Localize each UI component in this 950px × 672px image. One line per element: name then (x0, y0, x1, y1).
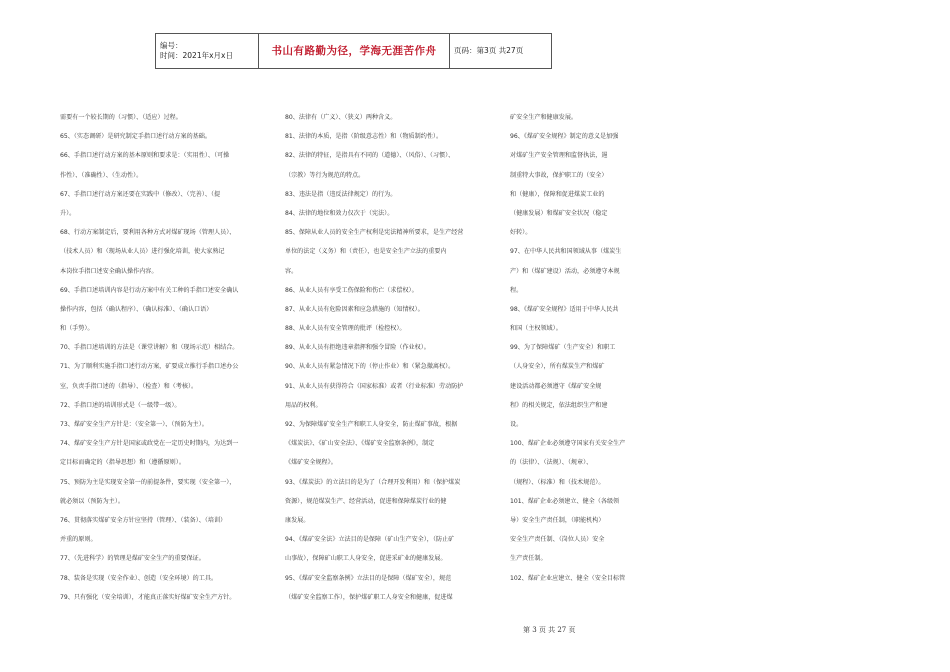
text-line: 对煤矿生产安全管理和监督执法，遏 (510, 152, 608, 160)
page-header (155, 33, 552, 69)
text-line: 84、法律的地位和效力仅次于（宪法）。 (285, 209, 394, 217)
text-line: 96、《煤矿安全规程》制定的意义是加强 (510, 133, 619, 141)
text-line: 91、从业人员有获得符合（国家标准）或者（行业标准）劳动防护 (285, 382, 464, 390)
text-line: 94、《煤矿安全法》立法目的是保障（矿山生产安全），（防止矿 (285, 536, 455, 544)
text-line: 和国（主权领域）。 (510, 325, 562, 333)
text-line: 《煤炭法》、《矿山安全法》、《煤矿安全监察条例》，制定 (285, 440, 435, 448)
text-line: 好转）。 (510, 229, 532, 237)
text-line: 用品的权利。 (285, 401, 322, 409)
text-line: （煤矿安全监察工作），保护煤矿职工人身安全和健康，促进煤 (285, 593, 453, 601)
text-line: 资源），规范煤炭生产、经营活动，促进和保障煤炭行业的健 (285, 497, 447, 505)
text-line: 102、煤矿企业应建立、健全（安全目标管 (510, 574, 626, 582)
page-footer: 第 3 页 共 27 页 (523, 626, 576, 634)
text-line: 100、煤矿企业必须遵守国家有关安全生产 (510, 440, 626, 448)
text-line: 92、为保障煤矿安全生产和职工人身安全，防止煤矿事故，根据 (285, 421, 458, 428)
text-line: 的（法律）、（法规）、（规章）、 (510, 459, 593, 467)
text-line: 需要有一个较长期的（习惯）、（适应）过程。 (60, 114, 182, 121)
text-line: 产）和（煤矿建设）活动，必须遵守本规 (510, 267, 620, 275)
text-line: 和（健康），保障和促进煤炭工业的 (510, 190, 605, 198)
text-line: 68、行动方案制定后，要利用各种方式对煤矿现场（管理人员）、 (60, 229, 236, 237)
text-line: （健康发展）和煤矿安全状况（稳定 (510, 209, 608, 217)
text-line: 67、手指口述行动方案还要在实践中（修改）、（完善）、（提 (60, 190, 221, 198)
text-line: 程。 (510, 286, 523, 294)
text-line: 83、违法是指（违反法律规定）的行为。 (285, 190, 397, 198)
text-column-2 (285, 108, 500, 607)
text-line: 101、煤矿企业必须建立、健全（各级领 (510, 497, 620, 505)
text-line: 制重特大事故，保护职工的（安全） (510, 171, 608, 179)
text-line: 80、法律有（广义）、（狭义）两种含义。 (285, 114, 397, 121)
text-line: 85、保障从业人员的安全生产权利是宪法精神所要求，是生产经营 (285, 229, 464, 237)
text-line: 康发展。 (285, 516, 310, 524)
text-line: 93、《煤炭法》的立法目的是为了（合理开发利用）和（保护煤炭 (285, 478, 461, 486)
text-line: 66、手指口述行动方案的基本原则和要求是：（实用性）、（可操 (60, 152, 230, 160)
doc-number: 编号： (160, 41, 183, 50)
text-column-3 (510, 108, 650, 588)
text-line: 90、从业人员有紧急情况下的（停止作业）和（紧急撤离权）。 (285, 363, 455, 371)
text-line: 《煤矿安全规程》。 (285, 459, 337, 467)
text-line: 就必须以（预防为主）。 (60, 497, 124, 505)
text-line: 导）安全生产责任制，（职能机构） (510, 516, 605, 524)
text-line: 操作内容，包括（确认程序）、（确认标准）、（确认口语） (60, 305, 213, 313)
text-line: 76、贯彻落实煤矿安全方针应坚持（管理）、（装备）、（培训） (60, 516, 227, 524)
text-line: 97、在中华人民共和国领域从事（煤炭生 (510, 248, 622, 256)
text-line: 本岗位手指口述安全确认操作内容。 (60, 267, 158, 275)
header-meta (156, 34, 259, 68)
text-line: 70、手指口述培训的方法是（课堂讲解）和（现场示范）相结合。 (60, 344, 239, 352)
text-line: 79、只有强化（安全培训），才能真正落实好煤矿安全生产方针。 (60, 593, 236, 601)
text-line: （技术人员）和（现场从业人员）进行强化培训，使大家熟记 (60, 248, 225, 256)
text-line: 室，负责手指口述的（指导）、（检查）和（考核）。 (60, 382, 198, 390)
text-line: 容。 (285, 267, 298, 275)
text-line: 77、（先进科学）的管理是煤矿安全生产的重要保证。 (60, 555, 205, 563)
text-line: （宗教）等行为规范的特点。 (285, 171, 365, 179)
text-line: 78、装备是实现（安全作业）、创造（安全环境）的工具。 (60, 574, 218, 582)
text-line: 81、法律的本质，是指（阶级意志性）和（物质制约性）。 (285, 133, 443, 141)
text-line: 99、为了保障煤矿（生产安全）和职工 (510, 344, 616, 352)
text-line: 设。 (510, 421, 523, 428)
text-line: 74、煤矿安全生产方针是国家或政党在一定历史时期内，为达到一 (60, 440, 239, 448)
text-line: 单位的法定（义务）和（责任），也是安全生产立法的重要内 (285, 248, 447, 256)
doc-date: 时间：2021年x月x日 (160, 51, 233, 60)
text-line: 73、煤矿安全生产方针是：（安全第一）、（预防为主）。 (60, 421, 208, 428)
text-line: 65、（实态调研）是研究制定手指口述行动方案的基础。 (60, 133, 211, 141)
text-line: 和（手势）。 (60, 325, 94, 333)
text-line: 89、从业人员有拒绝违章指挥和强令冒险（作业权）。 (285, 344, 430, 352)
text-line: 75、预防为主是实现安全第一的前提条件，要实现（安全第一）， (60, 478, 236, 486)
header-page-cell (450, 34, 551, 68)
text-line: （规程）、（标准）和（技术规范）。 (510, 478, 605, 486)
text-line: 安全生产责任制、（岗位人员）安全 (510, 536, 605, 544)
text-line: 定目标而确定的（指导思想）和（遵循原则）。 (60, 459, 185, 467)
text-line: 87、从业人员有危险因素和应急措施的（知情权）。 (285, 305, 424, 313)
text-line: 生产责任制。 (510, 555, 547, 563)
text-line: 建设活动都必须遵守《煤矿安全规 (510, 382, 602, 390)
text-line: 88、从业人员有安全管理的批评（检控权）。 (285, 325, 406, 333)
text-line: 98、《煤矿安全规程》适用于中华人民共 (510, 305, 619, 313)
motto: 书山有路勤为径，学海无涯苦作舟 (271, 45, 437, 57)
text-line: 山事故），保障矿山职工人身安全，促进采矿业的健康发展。 (285, 555, 447, 563)
text-line: 作性）、（准确性）、（生动性）。 (60, 171, 143, 179)
text-line: 升）。 (60, 209, 76, 217)
text-line: 69、手指口述培训内容是行动方案中有关工种的手指口述安全确认 (60, 286, 239, 294)
text-line: 82、法律的特征，是指具有不同的（道德）、（风俗）、（习惯）、 (285, 152, 455, 160)
text-line: 72、手指口述的培训形式是（一级带一级）。 (60, 401, 181, 409)
text-column-1 (60, 108, 270, 607)
text-line: 95、《煤矿安全监察条例》立法目的是保障（煤矿安全），规范 (285, 574, 452, 582)
header-motto-cell (259, 34, 450, 68)
header-page-number: 页码：第3页 共27页 (454, 46, 524, 55)
text-line: （人身安全），所有煤炭生产和煤矿 (510, 363, 605, 371)
text-line: 并重的原则。 (60, 536, 97, 544)
text-line: 86、从业人员有享受工伤保险和伤亡（求偿权）。 (285, 286, 418, 294)
text-line: 71、为了顺利实施手指口述行动方案，矿要成立推行手指口述办公 (60, 363, 239, 371)
text-line: 程》的相关规定，依法组织生产和建 (510, 401, 608, 409)
text-line: 矿安全生产和健康发展。 (510, 114, 578, 121)
